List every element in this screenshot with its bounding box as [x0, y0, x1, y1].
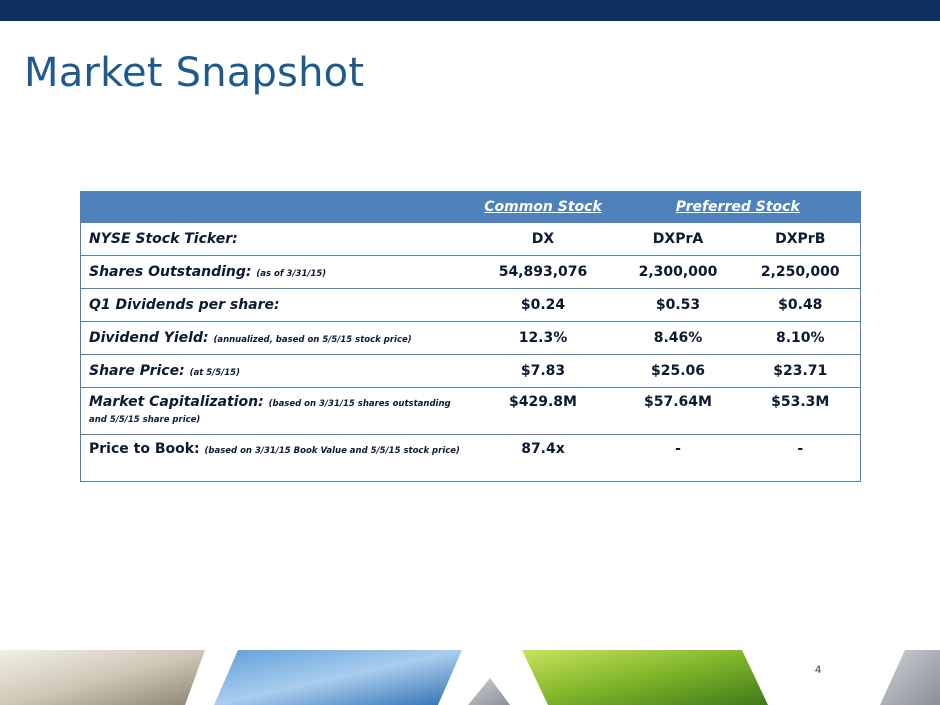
- grey-triangle: [468, 678, 510, 705]
- top-banner: [0, 0, 940, 21]
- table-row: [81, 388, 861, 435]
- row-label-main: Q1 Dividends per share:: [89, 297, 280, 313]
- leaf-panel: [522, 650, 768, 705]
- row-label: [81, 289, 471, 322]
- row-label-note: (as of 3/31/15): [256, 269, 327, 279]
- cell-dxpra: $0.53: [616, 289, 741, 322]
- cell-dx: 12.3%: [471, 322, 616, 355]
- table-row: [81, 256, 861, 289]
- row-label: [81, 256, 471, 289]
- table-row: [81, 322, 861, 355]
- cell-dx: $7.83: [471, 355, 616, 388]
- sky-panel: [214, 650, 462, 705]
- row-label-note: (annualized, based on 5/5/15 stock price): [213, 335, 412, 345]
- rope-panel: [0, 650, 205, 705]
- header-blank: [81, 191, 471, 223]
- row-label: [81, 388, 471, 435]
- row-label-main: NYSE Stock Ticker:: [89, 231, 238, 247]
- cell-dx: $429.8M: [471, 388, 616, 435]
- row-label: [81, 435, 471, 482]
- row-label-main: Market Capitalization:: [89, 394, 264, 410]
- row-label-main: Share Price:: [89, 363, 185, 379]
- row-label-main: Dividend Yield:: [89, 330, 209, 346]
- cell-dx: 87.4x: [471, 435, 616, 482]
- cell-dxpra: 2,300,000: [616, 256, 741, 289]
- table-row: [81, 223, 861, 256]
- cell-dxprb: 2,250,000: [741, 256, 861, 289]
- row-label-note: (based on 3/31/15 shares outstanding and 5/5/15 share price): [89, 399, 451, 425]
- cell-dxpra: 8.46%: [616, 322, 741, 355]
- row-label-note: (based on 3/31/15 Book Value and 5/5/15 stock price): [204, 446, 460, 456]
- cell-dxpra: DXPrA: [616, 223, 741, 256]
- row-label: [81, 322, 471, 355]
- cell-dx: $0.24: [471, 289, 616, 322]
- cell-dxprb: $53.3M: [741, 388, 861, 435]
- row-label-main: Shares Outstanding:: [89, 264, 252, 280]
- cell-dx: 54,893,076: [471, 256, 616, 289]
- cell-dx: DX: [471, 223, 616, 256]
- row-label: [81, 223, 471, 256]
- row-label-note: (at 5/5/15): [189, 368, 240, 378]
- header-common-stock: Common Stock: [471, 191, 616, 223]
- decorative-footer-strip: [0, 650, 940, 705]
- cell-dxprb: -: [741, 435, 861, 482]
- table-row: [81, 289, 861, 322]
- table-row: [81, 355, 861, 388]
- cell-dxprb: $23.71: [741, 355, 861, 388]
- row-label: [81, 355, 471, 388]
- page-number: 4: [815, 664, 822, 676]
- cell-dxprb: $0.48: [741, 289, 861, 322]
- table-row: [81, 435, 861, 482]
- cell-dxpra: $25.06: [616, 355, 741, 388]
- row-label-main: Price to Book:: [89, 441, 200, 457]
- header-preferred-stock: Preferred Stock: [616, 191, 861, 223]
- slide-title: Market Snapshot: [24, 50, 365, 96]
- cell-dxpra: -: [616, 435, 741, 482]
- grey-wedge-right: [880, 650, 940, 705]
- market-snapshot-table: [80, 191, 861, 482]
- cell-dxpra: $57.64M: [616, 388, 741, 435]
- cell-dxprb: 8.10%: [741, 322, 861, 355]
- cell-dxprb: DXPrB: [741, 223, 861, 256]
- table-header-row: [81, 191, 861, 223]
